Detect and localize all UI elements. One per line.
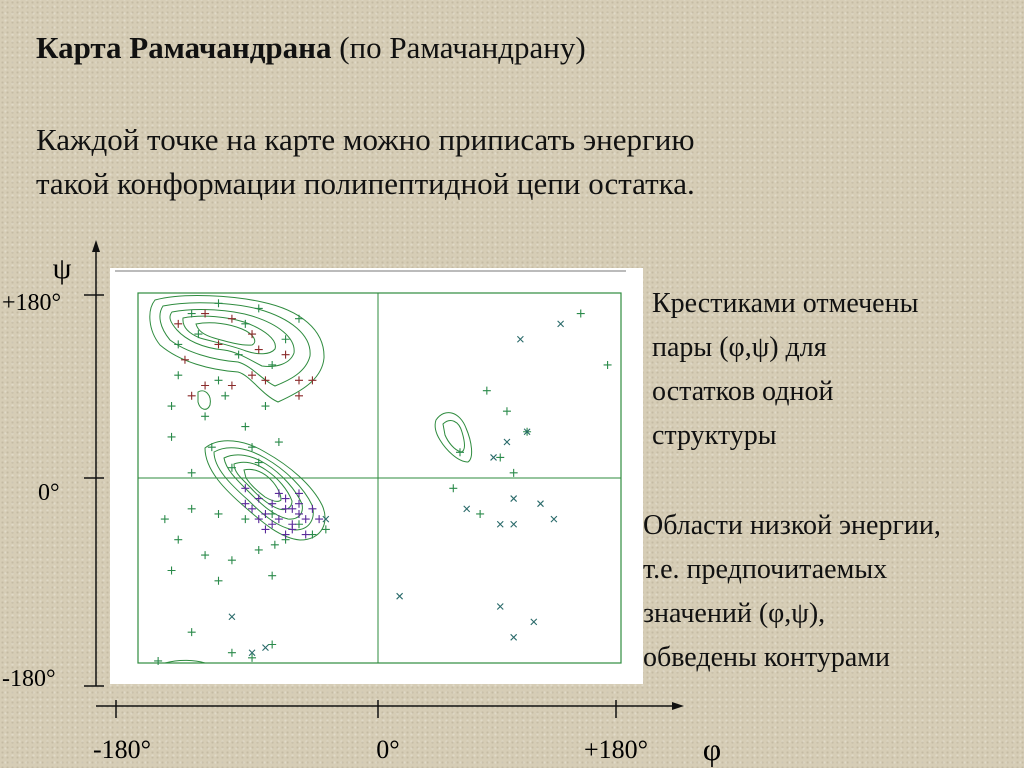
intro-line: такой конформации полипептидной цепи остатка. xyxy=(36,166,695,201)
x-tick-label: -180° xyxy=(92,735,152,764)
plot-background xyxy=(110,268,643,684)
title-bold: Карта Рамачандрана xyxy=(36,30,332,65)
y-tick-label: +180° xyxy=(2,290,62,316)
note-line: структуры xyxy=(652,420,777,451)
x-tick-label: +180° xyxy=(583,735,649,764)
y-tick-label: 0° xyxy=(38,480,60,506)
y-axis-label: ψ xyxy=(52,252,72,285)
x-axis-arrow xyxy=(672,702,684,710)
note-line: остатков одной xyxy=(652,376,834,407)
note-line: т.е. предпочитаемых xyxy=(643,554,888,585)
note-line: Крестиками отмечены xyxy=(652,288,919,319)
title-rest: (по Рамачандрану) xyxy=(331,30,586,65)
note-line: Области низкой энергии, xyxy=(643,510,941,541)
x-axis-label: φ xyxy=(702,731,722,767)
note-line: значений (φ,ψ), xyxy=(643,598,826,629)
y-axis-arrow xyxy=(92,240,100,252)
note-line: обведены контурами xyxy=(643,642,890,673)
x-tick-label: 0° xyxy=(376,735,400,764)
intro-line: Каждой точке на карте можно приписать энергию xyxy=(36,122,695,157)
y-tick-label: -180° xyxy=(2,666,56,692)
note-line: пары (φ,ψ) для xyxy=(652,332,827,363)
